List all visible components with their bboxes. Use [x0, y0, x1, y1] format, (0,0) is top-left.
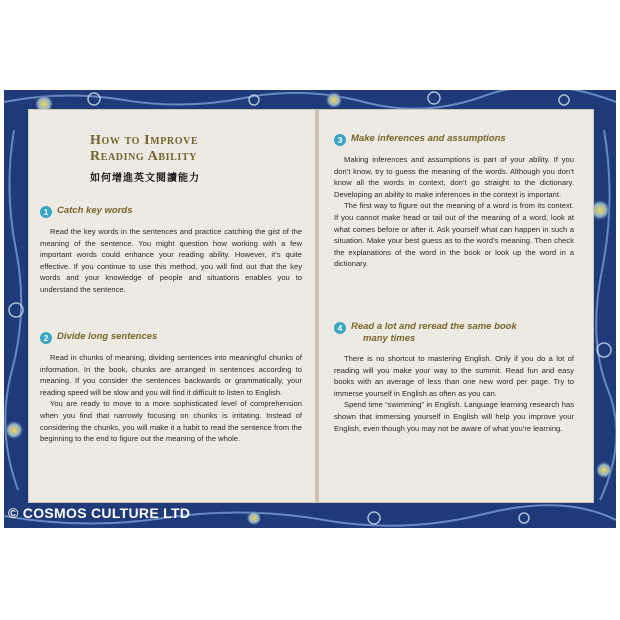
heading-line-1: Read a lot and reread the same book [351, 321, 517, 332]
paragraph: The first way to figure out the meaning of a word is from its context. If you cannot make head or tail out of the meaning of a word, look at what comes before or after it. Ask yourself what can happen in such a situation. Make your best guess as to the word’s meaning. Then check the explanations of the word in the book or look up the word in a dictionary. [334, 201, 574, 269]
paragraph: There is no shortcut to mastering English. Only if you do a lot of reading will you make your way to the summit. Read fun and easy books with an average of less than one new word per page. Try to immerse yourself in English as often as you can. [334, 354, 574, 398]
paragraph: Spend time “swimming” in English. Language learning research has shown that immersing yourself in English will help you improve your English, even though you may not be aware of what you’re learning. [334, 400, 574, 433]
section-heading [351, 321, 517, 345]
title-line-1: How to Improve [90, 133, 199, 148]
chinese-subtitle: 如何增進英文閱讀能力 [90, 173, 200, 184]
page-title [90, 133, 198, 165]
section-number-badge: 3 [334, 134, 346, 146]
book-spread [4, 90, 616, 528]
section-heading: Catch key words [57, 205, 133, 216]
paragraph: Making inferences and assumptions is part of your ability. If you don’t know, try to guess the meaning of the words. Although you don’t know all the words in context, don’t go straight to the dictionary. Developing an ability to make inferences in the context is important. [334, 155, 574, 199]
paragraph: You are ready to move to a more sophisticated level of comprehension when you find that narrowly focusing on chunks is irritating. Instead of considering the chunks, you will make it a habit to read the sentence from the beginning to the end to figure out the meaning of the whole. [40, 399, 302, 444]
section-2 [40, 331, 302, 445]
section-heading: Make inferences and assumptions [351, 133, 506, 144]
copyright-watermark: © COSMOS CULTURE LTD [8, 505, 191, 521]
title-line-2: Reading Ability [90, 149, 197, 164]
section-number-badge: 2 [40, 332, 52, 344]
section-1 [40, 205, 302, 296]
paragraph: Read in chunks of meaning, dividing sentences into meaningful chunks of information. In the book, chunks are arranged in sentences according to meaning. If you consider the sentences backwards or grammatically, your reading speed will be slow and you will find it difficult to listen to English. [40, 353, 302, 397]
paragraph: Read the key words in the sentences and practice catching the gist of the meaning of the sentence. You might question how working with a few important words could enhance your reading ability. However, it’s quite effective. If you continue to use this method, you will find out that the key words and your knowledge of people and situations enables you to understand the sentence. [40, 227, 302, 294]
right-page [318, 109, 594, 503]
section-number-badge: 1 [40, 206, 52, 218]
section-number-badge: 4 [334, 322, 346, 334]
section-heading: Divide long sentences [57, 331, 158, 342]
heading-line-2: many times [363, 333, 416, 344]
section-4 [334, 321, 574, 434]
section-3 [334, 133, 574, 270]
left-page [28, 109, 316, 503]
